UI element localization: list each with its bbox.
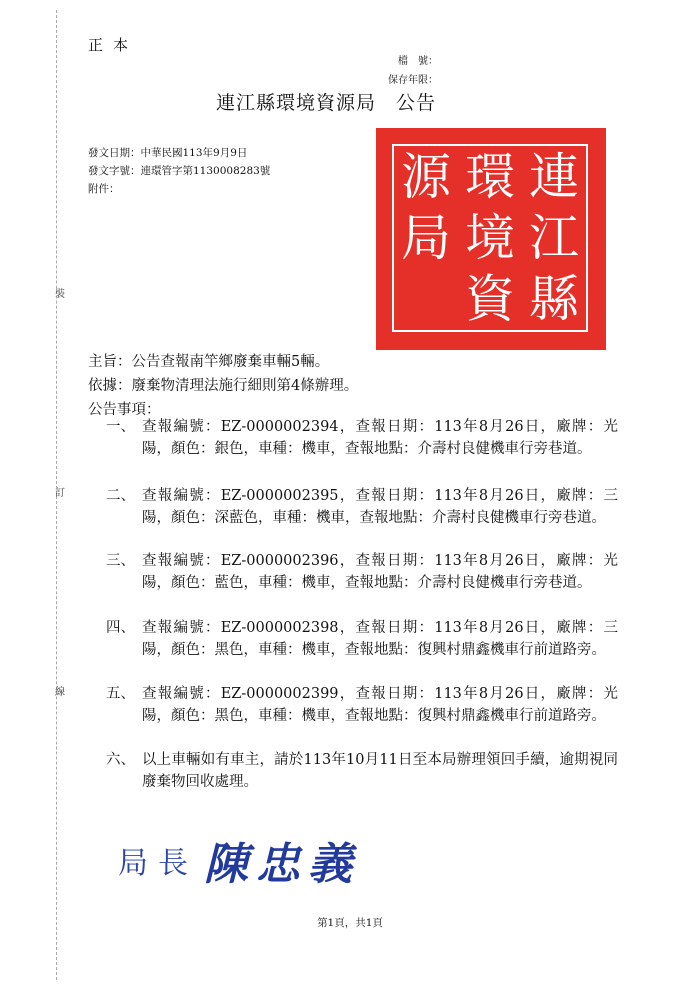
copy-label: 正本	[88, 36, 139, 54]
page-number: 第1頁，共1頁	[317, 917, 383, 929]
item-text: 查報編號：EZ-0000002398，查報日期：113年8月26日，廠牌：三陽，顏色：黑色，車種：機車，查報地點：復興村鼎鑫機車行前道路旁。	[142, 620, 618, 658]
document-title: 連江縣環境資源局 公告	[216, 92, 437, 114]
seal-char: 連	[529, 147, 579, 206]
retention-label: 保存年限：	[388, 75, 438, 86]
item-text: 以上車輛如有車主，請於113年10月11日至本局辦理領回手續，逾期視同廢棄物回收處理。	[142, 752, 618, 790]
item-text: 查報編號：EZ-0000002394，查報日期：113年8月26日，廠牌：光陽，顏色：銀色，車種：機車，查報地點：介壽村良健機車行旁巷道。	[142, 419, 618, 457]
document-number: 發文字號：連環管字第1130008283號	[88, 165, 271, 177]
items-heading: 公告事項：	[88, 402, 161, 418]
official-seal	[376, 128, 606, 350]
seal-char: 資	[465, 270, 515, 329]
binding-mark-zhuang: 裝	[55, 289, 65, 300]
seal-char: 局	[401, 208, 451, 267]
list-item	[106, 749, 618, 793]
list-item	[106, 683, 618, 727]
list-item	[106, 617, 618, 661]
item-number: 二、	[106, 488, 135, 504]
seal-char: 江	[529, 208, 579, 267]
item-text: 查報編號：EZ-0000002395，查報日期：113年8月26日，廠牌：三陽，顏色：深藍色，車種：機車，查報地點：介壽村良健機車行旁巷道。	[142, 488, 618, 526]
signature-block	[118, 828, 360, 892]
seal-char: 縣	[529, 270, 579, 329]
binding-mark-ding: 訂	[55, 488, 65, 499]
signature-name: 陳忠義	[204, 839, 360, 890]
binding-mark-xian: 線	[55, 687, 65, 698]
item-number: 五、	[106, 686, 135, 702]
basis-line: 依據：廢棄物清理法施行細則第4條辦理。	[88, 378, 359, 394]
file-number-label: 檔 號：	[398, 56, 438, 67]
list-item	[106, 416, 618, 460]
item-number: 三、	[106, 553, 135, 569]
item-number: 一、	[106, 419, 135, 435]
attachment-label: 附件：	[88, 183, 120, 195]
list-item	[106, 485, 618, 529]
issue-date: 發文日期：中華民國113年9月9日	[88, 147, 248, 159]
seal-char: 源	[401, 147, 451, 206]
item-text: 查報編號：EZ-0000002399，查報日期：113年8月26日，廠牌：光陽，顏色：黑色，車種：機車，查報地點：復興村鼎鑫機車行前道路旁。	[142, 686, 618, 724]
signature-title: 局長	[118, 846, 198, 881]
item-number: 六、	[106, 752, 135, 768]
list-item	[106, 550, 618, 594]
seal-char: 環	[465, 147, 515, 206]
subject-line: 主旨：公告查報南竿鄉廢棄車輛5輛。	[88, 354, 330, 370]
seal-frame	[392, 144, 588, 332]
item-text: 查報編號：EZ-0000002396，查報日期：113年8月26日，廠牌：光陽，顏色：藍色，車種：機車，查報地點：介壽村良健機車行旁巷道。	[142, 553, 618, 591]
item-number: 四、	[106, 620, 135, 636]
seal-char: 境	[465, 208, 515, 267]
